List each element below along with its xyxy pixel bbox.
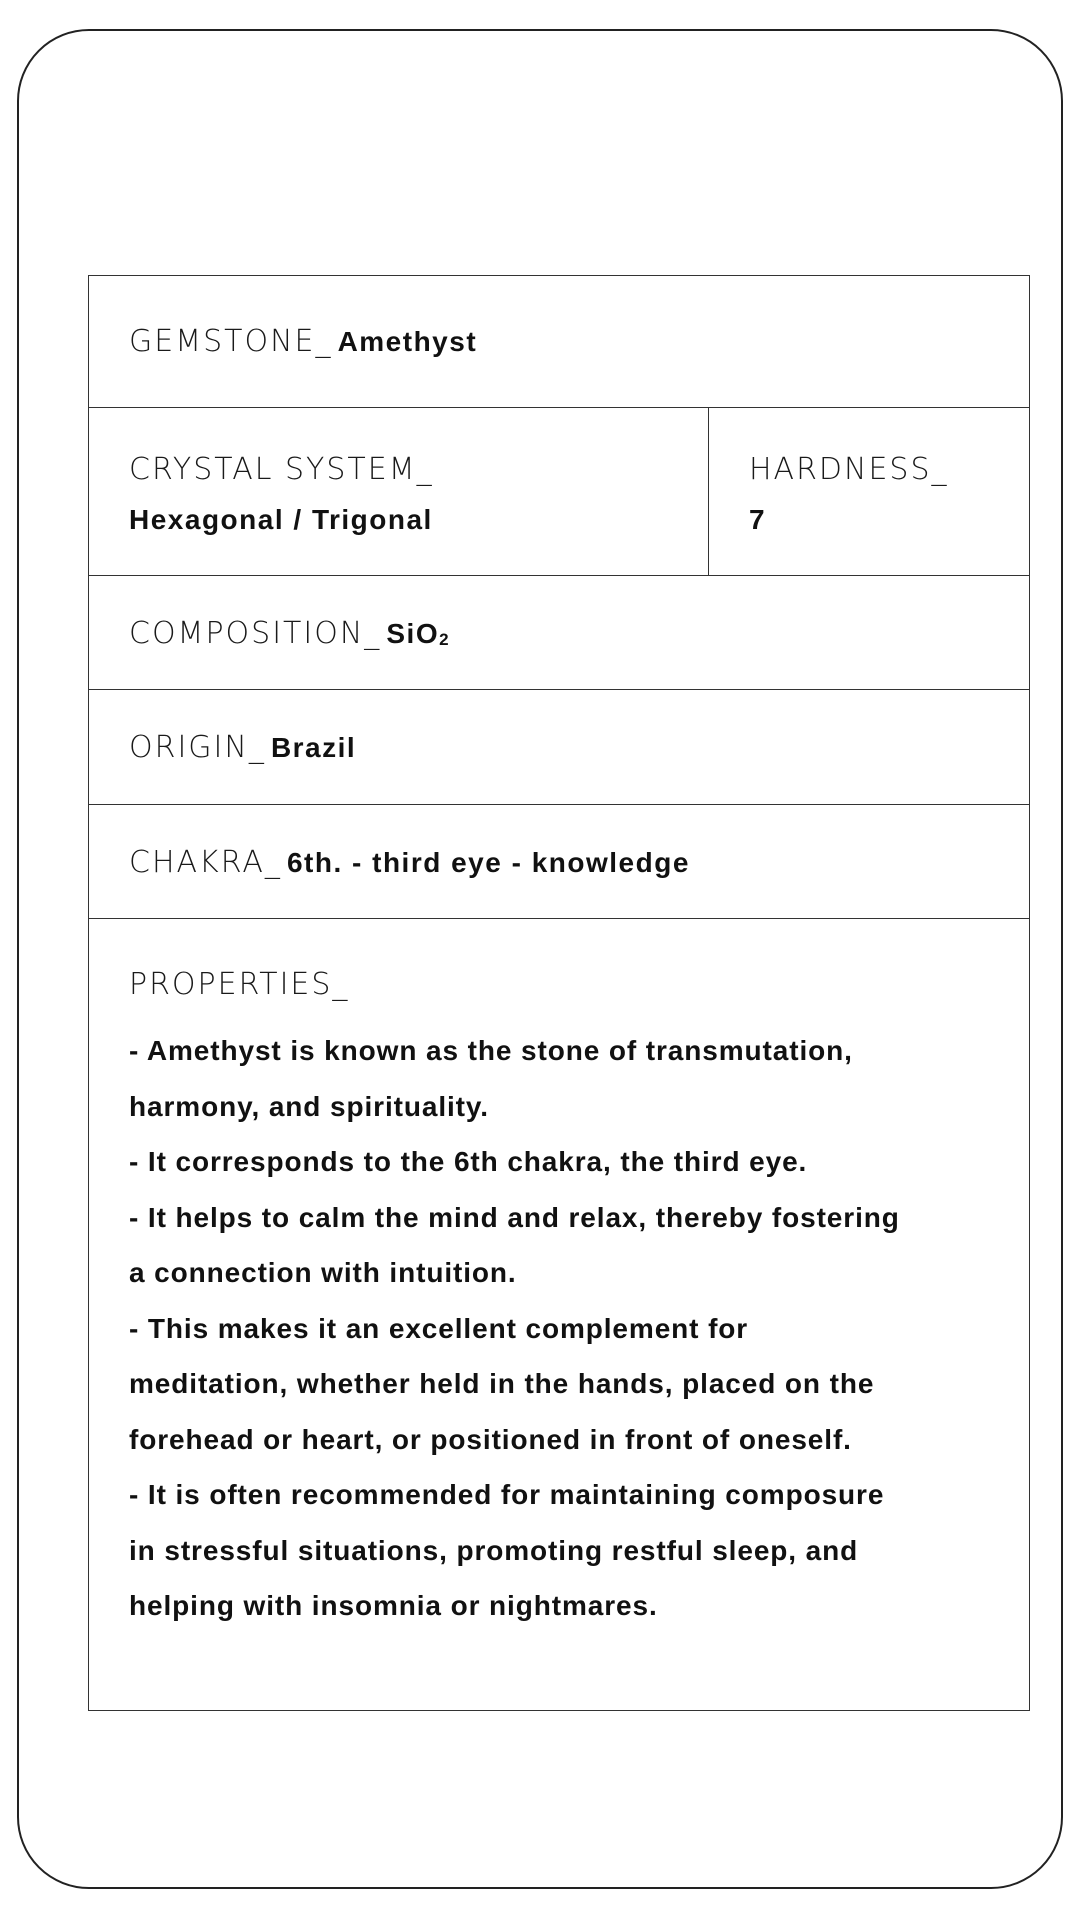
properties-line: a connection with intuition. (129, 1257, 517, 1288)
crystal-system-value: Hexagonal / Trigonal (129, 504, 433, 535)
composition-label: COMPOSITION_ (129, 616, 382, 651)
properties-row (89, 919, 1029, 1710)
hardness-label: HARDNESS_ (749, 452, 949, 487)
gemstone-info-table (88, 275, 1030, 1711)
properties-list (129, 1023, 999, 1634)
properties-line: harmony, and spirituality. (129, 1090, 489, 1122)
properties-line: - This makes it an excellent complement for (129, 1312, 749, 1344)
hardness-cell (709, 408, 1029, 575)
properties-line: meditation, whether held in the hands, placed on the (129, 1368, 875, 1399)
gemstone-label: GEMSTONE_ (129, 324, 333, 359)
composition-formula: SiO (386, 618, 440, 649)
gemstone-value: Amethyst (337, 326, 478, 357)
composition-subscript: 2 (439, 630, 451, 649)
chakra-row (89, 805, 1029, 919)
composition-value (386, 618, 450, 649)
origin-row (89, 690, 1029, 805)
properties-line: - It corresponds to the 6th chakra, the third eye. (129, 1146, 808, 1177)
origin-label: ORIGIN_ (129, 730, 266, 765)
properties-line: - It is often recommended for maintaining composure (129, 1479, 885, 1510)
gemstone-row (89, 276, 1029, 408)
origin-value: Brazil (270, 732, 357, 763)
chakra-label: CHAKRA_ (129, 845, 282, 880)
crystal-system-label: CRYSTAL SYSTEM_ (129, 452, 434, 487)
properties-line: - Amethyst is known as the stone of transmutation, (129, 1035, 853, 1066)
composition-row (89, 576, 1029, 690)
crystal-hardness-row (89, 408, 1029, 576)
gemstone-card (17, 29, 1063, 1889)
crystal-system-cell (89, 408, 709, 575)
chakra-value: 6th. - third eye - knowledge (286, 847, 690, 878)
properties-line: - It helps to calm the mind and relax, thereby fostering (129, 1201, 900, 1233)
properties-line: forehead or heart, or positioned in front of oneself. (129, 1423, 852, 1455)
hardness-value: 7 (749, 504, 767, 535)
properties-line: helping with insomnia or nightmares. (129, 1590, 658, 1621)
properties-label: PROPERTIES_ (129, 967, 350, 1002)
properties-line: in stressful situations, promoting restful sleep, and (129, 1534, 859, 1566)
